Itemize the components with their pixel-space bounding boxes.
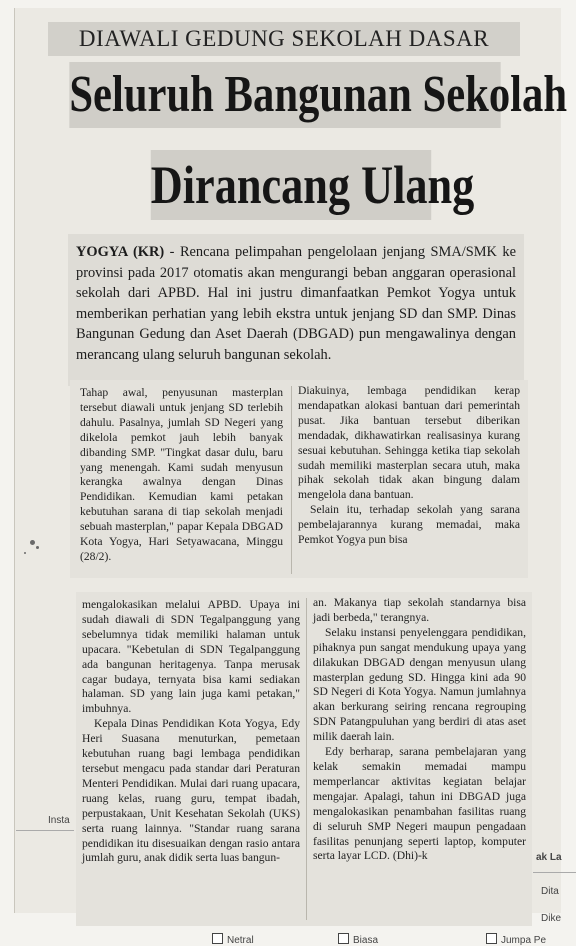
form-rule: [16, 830, 74, 831]
column-divider: [291, 386, 292, 574]
form-option-1: [212, 933, 254, 946]
article-supertitle: DIAWALI GEDUNG SEKOLAH DASAR: [48, 22, 520, 56]
form-label-right-2: Dita: [541, 886, 559, 897]
scan-speck: [36, 546, 39, 549]
lead-paragraph: [76, 242, 516, 365]
checkbox-label: Netral: [227, 935, 254, 946]
headline-line-1: Seluruh Bangunan Sekolah: [69, 62, 500, 128]
body-paragraph: Diakuinya, lembaga pendidikan kerap mendapatkan alokasi bantuan dari pemerintah pusat. Jika bantuan tersebut diberikan mendadak, dikhawatirkan realisasinya kurang sesuai kebutuhan. Sehingga ketika tiap sekolah sudah memiliki masterplan secara utuh, maka pihak sekolah tidak akan bingung dalam mengelola dana bantuan.: [298, 384, 520, 502]
lead-paragraph-box: [68, 234, 524, 386]
checkbox[interactable]: [212, 933, 223, 944]
scan-speck: [30, 540, 35, 545]
scan-speck: [24, 552, 26, 554]
body-paragraph: Edy berharap, sarana pembelajaran yang kelak semakin memadai mampu memperlancar aktivitas kegiatan belajar mengajar. Apalagi, tahun ini DBGAD juga mengalokasikan penambahan fasilitas ruang di seluruh SMP Negeri maupun pengadaan fasilitas penunjang seperti laptop, komputer serta layar LCD. (Dhi)-k: [313, 745, 526, 863]
top-left-column: [80, 386, 283, 565]
body-paragraph: Selain itu, terhadap sekolah yang sarana pembelajarannya kurang memadai, maka Pemkot Yogya pun bisa: [298, 503, 520, 547]
column-divider: [306, 598, 307, 920]
form-label-left: Insta: [48, 815, 70, 826]
form-label-right-3: Dike: [541, 913, 562, 924]
checkbox[interactable]: [486, 933, 497, 944]
form-rule: [533, 872, 576, 873]
checkbox-label: Jumpa Pe: [501, 935, 547, 946]
form-option-3: [486, 933, 546, 946]
form-option-2: [338, 933, 378, 946]
body-paragraph: mengalokasikan melalui APBD. Upaya ini sudah diawali di SDN Tegalpanggung yang sebelumnya tidak memiliki halaman untuk upacara. "Kebetulan di SDN Tegalpanggung ada bangunan heritagenya. Tanpa merusak cagar budaya, ternyata bisa kami sediakan halaman. SD yang lain juga kami petakan," imbuhnya.: [82, 598, 300, 716]
checkbox-label: Biasa: [353, 935, 379, 946]
headline-line-2: Dirancang Ulang: [151, 150, 431, 220]
body-paragraph: Selaku instansi penyelenggara pendidikan, pihaknya pun sangat mendukung upaya yang dilakukan DBGAD dengan menyusun ulang masterplan gedung SD. Hingga kini ada 90 SD Negeri di Kota Yogya. Namun jumlahnya akan berkurang seiring rencana regrouping SDN Patangpuluhan yang berdiri di atas aset milik daerah lain.: [313, 625, 526, 744]
form-label-right-1: ak La: [536, 852, 562, 863]
checkbox[interactable]: [338, 933, 349, 944]
bottom-left-column: [82, 598, 300, 866]
lead-text: - Rencana pelimpahan pengelolaan jenjang SMA/SMK ke provinsi pada 2017 otomatis akan mengurangi beban anggaran operasional sekolah dari APBD. Hal ini justru dimanfaatkan Pemkot Yogya untuk memberikan perhatian yang lebih ekstra untuk jenjang SD dan SMP. Dinas Bangunan Gedung dan Aset Daerah (DBGAD) pun mengawalinya dengan merancang ulang seluruh bangunan sekolah.: [76, 244, 517, 363]
body-paragraph: Tahap awal, penyusunan masterplan tersebut diawali untuk jenjang SD terlebih dahulu. Pasalnya, jumlah SD Negeri yang dikelola pemkot jauh lebih banyak dibanding SMP. "Tingkat dasar dulu, baru yang menengah. Kami sudah menyusun kerangka awalnya dengan Dinas Pendidikan. Kemudian kami petakan kebutuhan sarana di tiap sekolah menjadi sebuah masterplan," papar Kepala DBGAD Kota Yogya, Hari Setyawacana, Minggu (28/2).: [80, 386, 283, 563]
top-right-column: [298, 384, 520, 548]
body-paragraph: Kepala Dinas Pendidikan Kota Yogya, Edy Heri Suasana menuturkan, pemetaan kebutuhan ruang bagi lembaga pendidikan tersebut mengacu pada standar dari Peraturan Menteri Pendidikan. Mulai dari ruang upacara, ruang kelas, ruang guru, tempat ibadah, perpustakaan, Unit Kesehatan Sekolah (UKS) serta ruang lainnya. "Standar ruang sarana pendidikan itu disesuaikan dengan rasio antara jumlah guru, anak didik serta luas bangun-: [82, 717, 300, 865]
dateline: YOGYA (KR): [76, 244, 165, 260]
body-paragraph: an. Makanya tiap sekolah standarnya bisa jadi berbeda," terangnya.: [313, 596, 526, 624]
bottom-right-column: [313, 596, 526, 864]
